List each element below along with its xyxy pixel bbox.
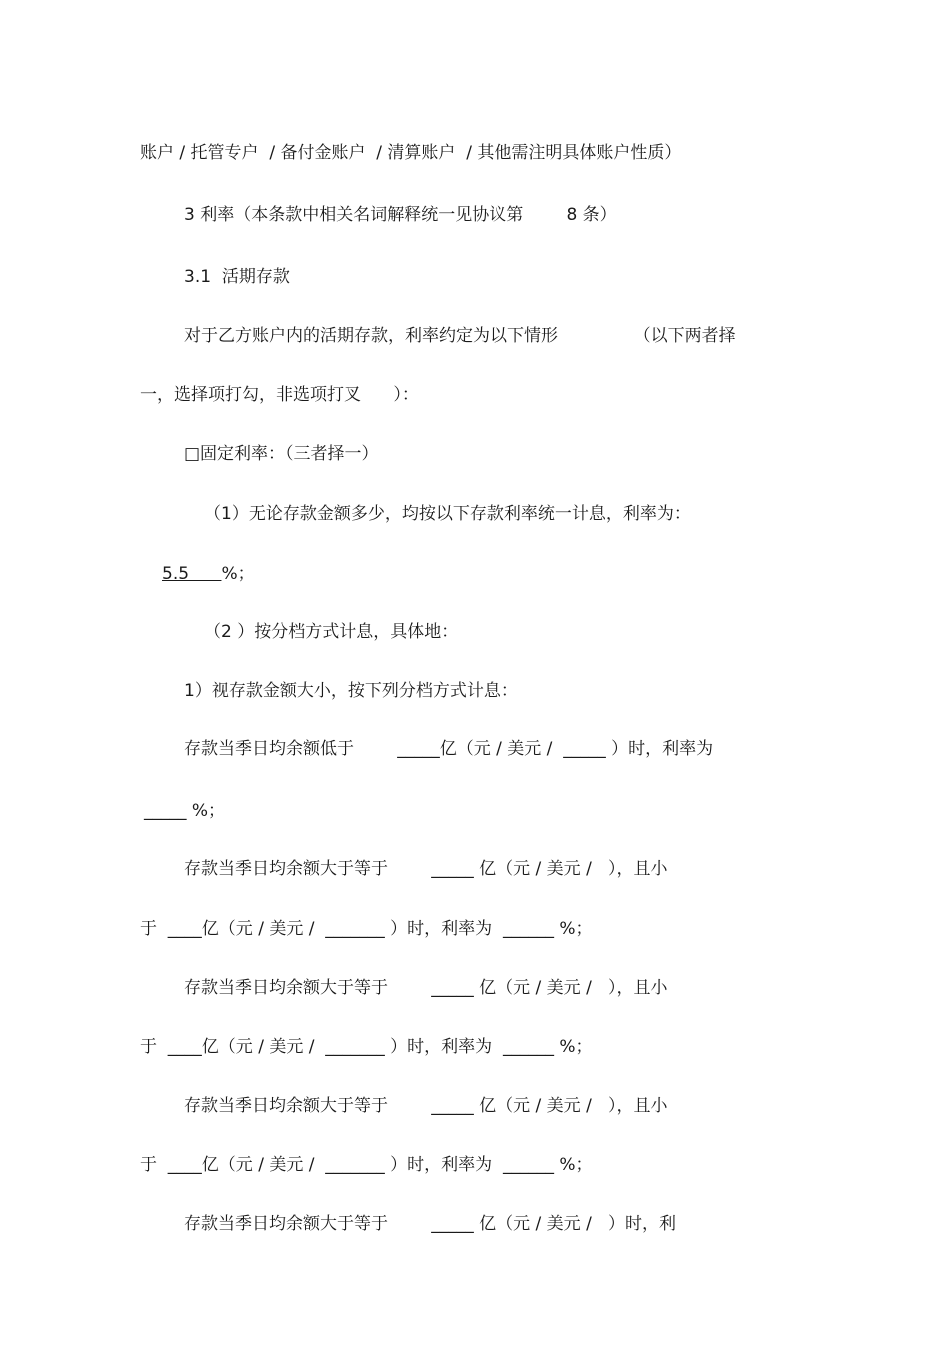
fixed-rate-clause-1: （1）无论存款金额多少，均按以下存款利率统一计息，利率为：: [204, 504, 691, 524]
interest-rate-heading: 3 利率（本条款中相关名词解释统一见协议第 8 条）: [184, 205, 617, 225]
demand-deposit-heading: 3.1 活期存款: [184, 267, 290, 287]
account-type-line: 账户 / 托管专户 / 备付金账户 / 清算账户 / 其他需注明具体账户性质）: [140, 143, 682, 163]
fixed-rate-option: □固定利率：（三者择一）: [184, 444, 379, 464]
tiered-rate-intro: 1）视存款金额大小，按下列分档方式计息：: [184, 681, 518, 701]
fixed-rate-percent: %；: [221, 564, 255, 584]
tier-3-line-a: 存款当季日均余额大于等于 _____ 亿（元 / 美元 / ），且小: [184, 978, 668, 998]
fixed-rate-value: 5.5: [162, 564, 222, 584]
tier-1-line-a: 存款当季日均余额低于 _____亿（元 / 美元 / _____ ）时，利率为: [184, 739, 714, 759]
tier-2-line-b: 于 ____亿（元 / 美元 / _______ ）时，利率为 ______ %；: [140, 919, 593, 939]
fixed-rate-value-line: [162, 563, 255, 585]
tier-2-line-a: 存款当季日均余额大于等于 _____ 亿（元 / 美元 / ），且小: [184, 859, 668, 879]
demand-deposit-intro: 对于乙方账户内的活期存款，利率约定为以下情形 （以下两者择: [184, 326, 736, 346]
demand-deposit-intro-cont: 一，选择项打勾，非选项打叉 ）：: [140, 385, 419, 405]
tier-1-line-b: _____ %；: [144, 801, 226, 821]
tier-5-line-a: 存款当季日均余额大于等于 _____ 亿（元 / 美元 / ）时，利: [184, 1214, 677, 1234]
tier-4-line-b: 于 ____亿（元 / 美元 / _______ ）时，利率为 ______ %；: [140, 1155, 593, 1175]
tier-3-line-b: 于 ____亿（元 / 美元 / _______ ）时，利率为 ______ %；: [140, 1037, 593, 1057]
tiered-rate-clause-2: （2 ）按分档方式计息，具体地：: [204, 622, 459, 642]
tier-4-line-a: 存款当季日均余额大于等于 _____ 亿（元 / 美元 / ），且小: [184, 1096, 668, 1116]
